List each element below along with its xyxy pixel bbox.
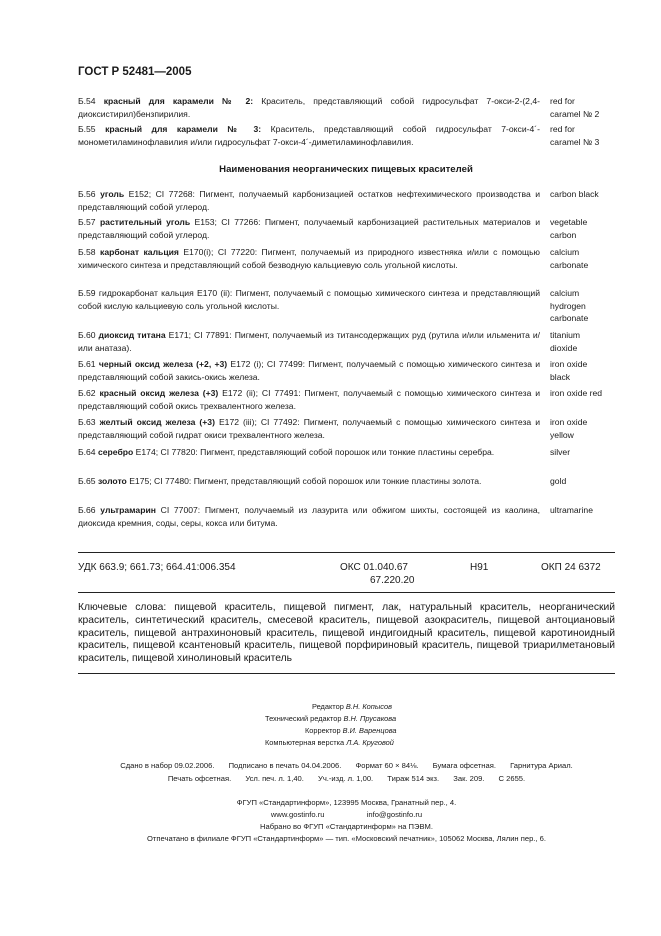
credit-role: Компьютерная верстка bbox=[265, 738, 345, 747]
entry-number: Б.66 bbox=[78, 505, 96, 515]
credit-corrector bbox=[305, 725, 595, 737]
entry-b66 bbox=[78, 504, 540, 529]
entry-number: Б.59 bbox=[78, 288, 96, 298]
entry-b58 bbox=[78, 246, 540, 271]
entry-text: CI 77007: Пигмент, получаемый из лазурита или обжигом шихты, состоящей из каолина, диоксида кремния, соды, серы, кокса или битума. bbox=[78, 505, 540, 528]
oks-code-2: 67.220.20 bbox=[370, 575, 415, 586]
entry-text: Е175; CI 77480: Пигмент, представляющий собой порошок или тонкие пластины золота. bbox=[129, 476, 482, 486]
english-line: hydrogen bbox=[550, 300, 586, 311]
credit-person: В.Н. Копысов bbox=[345, 702, 392, 711]
english-line: carbonate bbox=[550, 259, 589, 270]
entry-text: Е171; CI 77891: Пигмент, получаемый из титансодержащих руд (рутила и/или ильменита и/или анатаза). bbox=[78, 330, 541, 353]
credit-person: Л.А. Круговой bbox=[346, 738, 394, 747]
udk-code: УДК 663.9; 661.73; 664.41:006.354 bbox=[78, 562, 236, 573]
section-title: Наименования неорганических пищевых красителей bbox=[219, 164, 473, 175]
entry-english bbox=[550, 188, 630, 201]
credit-person: В.Н. Прусакова bbox=[343, 714, 397, 723]
print-field: Бумага офсетная. bbox=[432, 761, 496, 770]
entry-text: Е170(i); CI 77220: Пигмент, получаемый из природного известняка и/или с помощью химического синтеза и представляющий собой безводную кальциевую соль угольной кислоты. bbox=[78, 247, 541, 270]
entry-number: Б.64 bbox=[78, 447, 96, 457]
entry-english bbox=[550, 216, 630, 241]
english-line: dioxide bbox=[550, 342, 578, 353]
entry-english bbox=[550, 446, 630, 459]
entry-name: ультрамарин bbox=[100, 505, 156, 515]
group-code: Н91 bbox=[470, 562, 489, 573]
publisher-web: www.gostinfo.ru info@gostinfo.ru bbox=[270, 810, 423, 819]
entry-text: Е172 (ii); CI 77491: Пигмент, получаемый с помощью химического синтеза и представляющий собой окись трехвалентного железа. bbox=[78, 388, 541, 411]
entry-name: красный оксид железа (+3) bbox=[99, 388, 219, 398]
print-field: Печать офсетная. bbox=[167, 774, 232, 783]
entry-text: Краситель, представляющий собой гидросульфат 7-окси-2-(2,4-диоксистирил)бензпирилия. bbox=[78, 96, 540, 119]
publisher-printed: Отпечатано в филиале ФГУП «Стандартинформ» — тип. «Московский печатник», 105062 Москва, Лялин пер., 6. bbox=[147, 834, 546, 843]
entry-b63 bbox=[78, 416, 540, 441]
divider bbox=[78, 592, 615, 593]
entry-name: растительный уголь bbox=[99, 217, 191, 227]
entry-b64 bbox=[78, 446, 540, 459]
entry-b65 bbox=[78, 475, 540, 488]
print-info-line-2 bbox=[78, 773, 615, 785]
oks-code: ОКС 01.040.67 bbox=[340, 562, 408, 573]
english-line: calcium bbox=[550, 288, 580, 298]
keywords: Ключевые слова: пищевой краситель, пищевой пигмент, лак, натуральный краситель, неорганический краситель, синтетический краситель, смесевой краситель, пищевой азокраситель, пищевой антоциановый краситель, пищевой антрахиноновый краситель, пищевой индигоидный краситель, пищевой каротиноидный краситель, пищевой ксантеновый краситель, пищевой порфириновый краситель, пищевой триарилметановый краситель, пищевой хинолиновый краситель bbox=[78, 602, 615, 665]
document-header: ГОСТ Р 52481—2005 bbox=[78, 66, 192, 78]
entry-number: Б.57 bbox=[78, 217, 96, 227]
entry-number: Б.56 bbox=[78, 189, 96, 199]
english-line: carbon bbox=[550, 229, 577, 240]
entry-text: Е172 (i); CI 77499: Пигмент, получаемый с помощью химического синтеза и представляющий собой закись-окись железа. bbox=[78, 359, 541, 382]
print-field: С 2655. bbox=[498, 774, 526, 783]
english-line: black bbox=[550, 371, 571, 382]
english-line: vegetable bbox=[550, 217, 588, 227]
entry-english bbox=[550, 504, 630, 517]
print-field: Зак. 209. bbox=[453, 774, 485, 783]
credit-editor bbox=[312, 701, 602, 713]
entry-english bbox=[550, 95, 630, 120]
okp-code: ОКП 24 6372 bbox=[541, 562, 601, 573]
entry-english bbox=[550, 246, 630, 271]
entry-text: Е172 (iii); CI 77492: Пигмент, получаемый с помощью химического синтеза и представляющий собой гидрат окиси трехвалентного железа. bbox=[78, 417, 541, 440]
entry-english bbox=[550, 329, 630, 354]
entry-name: карбонат кальция bbox=[100, 247, 179, 257]
english-line: gold bbox=[550, 476, 567, 486]
entry-number: Б.65 bbox=[78, 476, 96, 486]
english-line: ultramarine bbox=[550, 505, 593, 515]
entry-b57 bbox=[78, 216, 540, 241]
entry-b59 bbox=[78, 287, 540, 312]
entry-name: желтый оксид железа (+3) bbox=[99, 417, 215, 427]
entry-b56 bbox=[78, 188, 540, 213]
print-field: Уч.-изд. л. 1,00. bbox=[318, 774, 374, 783]
print-field: Сдано в набор 09.02.2006. bbox=[120, 761, 215, 770]
credit-role: Технический редактор bbox=[265, 714, 342, 723]
print-field: Усл. печ. л. 1,40. bbox=[245, 774, 304, 783]
english-line: iron oxide red bbox=[550, 388, 603, 398]
entry-number: Б.61 bbox=[78, 359, 96, 369]
english-line: calcium bbox=[550, 247, 580, 257]
entry-number: Б.62 bbox=[78, 388, 96, 398]
entry-english bbox=[550, 387, 630, 400]
entry-text: Краситель, представляющий собой гидросульфат 7-окси-4´-монометиламинофлавилия и/или гидросульфат 7-окси-4´-диметиламинофлавилия. bbox=[78, 124, 540, 147]
entry-english bbox=[550, 416, 630, 441]
entry-name: серебро bbox=[97, 447, 134, 457]
publisher-address: ФГУП «Стандартинформ», 123995 Москва, Гранатный пер., 4. bbox=[236, 798, 457, 807]
english-line: caramel № 2 bbox=[550, 108, 600, 119]
entry-english bbox=[550, 123, 630, 148]
print-info-line-1 bbox=[78, 760, 615, 772]
english-line: titanium bbox=[550, 330, 581, 340]
entry-number: Б.58 bbox=[78, 247, 96, 257]
divider bbox=[78, 552, 615, 553]
entry-name: диоксид титана bbox=[98, 330, 166, 340]
entry-name: уголь bbox=[100, 189, 125, 199]
entry-number: Б.60 bbox=[78, 330, 96, 340]
entry-b60 bbox=[78, 329, 540, 354]
english-line: iron oxide bbox=[550, 417, 588, 427]
publisher-typeset: Набрано во ФГУП «Стандартинформ» на ПЭВМ. bbox=[260, 822, 433, 831]
english-line: yellow bbox=[550, 429, 574, 440]
credit-tech-editor bbox=[265, 713, 555, 725]
print-field: Гарнитура Ариал. bbox=[510, 761, 573, 770]
entry-english bbox=[550, 287, 630, 325]
entry-name: красный для карамели № 2: bbox=[103, 96, 254, 106]
entry-name: золото bbox=[97, 476, 127, 486]
entry-text: Е152; CI 77268: Пигмент, получаемый карбонизацией остатков нефтехимического производства и представляющий собой углерод. bbox=[78, 189, 541, 212]
entry-number: Б.63 bbox=[78, 417, 96, 427]
print-field: Подписано в печать 04.04.2006. bbox=[228, 761, 342, 770]
english-line: carbon black bbox=[550, 189, 599, 199]
credit-role: Редактор bbox=[312, 702, 344, 711]
entry-text: Е153; CI 77266: Пигмент, получаемый карбонизацией растительных материалов и представляющий собой углерод. bbox=[78, 217, 541, 240]
entry-english bbox=[550, 475, 630, 488]
english-line: iron oxide bbox=[550, 359, 588, 369]
credit-role: Корректор bbox=[305, 726, 341, 735]
print-field: Тираж 514 экз. bbox=[387, 774, 440, 783]
entry-text: Е174; CI 77820: Пигмент, представляющий собой порошок или тонкие пластины серебра. bbox=[135, 447, 495, 457]
english-line: carbonate bbox=[550, 313, 589, 324]
entry-b61 bbox=[78, 358, 540, 383]
entry-text: гидрокарбонат кальция Е170 (ii): Пигмент, получаемый с помощью химического синтеза и представляющий собой кислую кальциевую соль угольной кислоты. bbox=[78, 288, 541, 311]
credit-layout bbox=[265, 737, 555, 749]
english-line: red for bbox=[550, 124, 575, 134]
entry-name: красный для карамели № 3: bbox=[105, 124, 262, 134]
english-line: red for bbox=[550, 96, 575, 106]
entry-b54 bbox=[78, 95, 540, 120]
english-line: silver bbox=[550, 447, 571, 457]
entry-b62 bbox=[78, 387, 540, 412]
entry-b55 bbox=[78, 123, 540, 148]
entry-number: Б.54 bbox=[78, 96, 96, 106]
divider bbox=[78, 673, 615, 674]
entry-name: черный оксид железа (+2, +3) bbox=[98, 359, 228, 369]
english-line: caramel № 3 bbox=[550, 136, 600, 147]
print-field: Формат 60 × 84⅛. bbox=[355, 761, 419, 770]
entry-english bbox=[550, 358, 630, 383]
credit-person: В.И. Варенцова bbox=[342, 726, 397, 735]
entry-number: Б.55 bbox=[78, 124, 96, 134]
